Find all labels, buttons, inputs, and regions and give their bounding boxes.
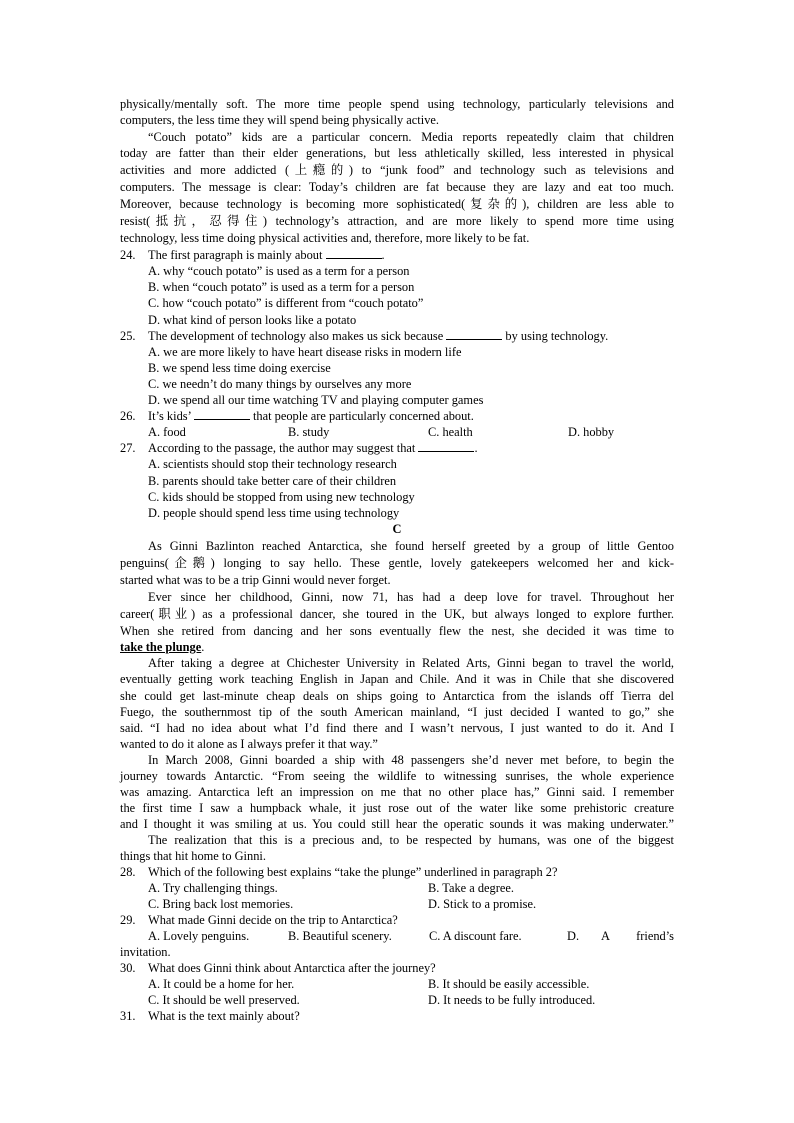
option[interactable]: B. Beautiful scenery. (288, 929, 392, 943)
option-word: A (601, 929, 610, 943)
option[interactable]: A. scientists should stop their technology research (148, 457, 397, 471)
option[interactable]: A. food (148, 425, 186, 439)
passage-line: and I thought it was smiling at us. You could still hear the operatic sounds it was making underwater.” (120, 817, 674, 831)
answer-blank[interactable] (418, 440, 474, 452)
question-27: 27. According to the passage, the author may suggest that . (120, 441, 478, 455)
question-31: 31. What is the text mainly about? (120, 1009, 300, 1023)
option[interactable]: C. health (428, 425, 473, 439)
passage-line: After taking a degree at Chichester University in Related Arts, Ginni began to travel the world, (148, 656, 674, 670)
passage-line: computers. The message is clear: Today’s children are fat because they are lazy and eat too much. (120, 180, 674, 194)
option[interactable]: C. It should be well preserved. (148, 993, 300, 1007)
answer-blank[interactable] (446, 328, 502, 340)
passage-line: take the plunge. (120, 640, 205, 654)
option[interactable]: B. It should be easily accessible. (428, 977, 590, 991)
passage-line: The realization that this is a precious and, to be respected by humans, was one of the biggest (148, 833, 674, 847)
option[interactable]: B. when “couch potato” is used as a term for a person (148, 280, 415, 294)
passage-line: “Couch potato” kids are a particular concern. Media reports repeatedly claim that children (148, 130, 674, 144)
passage-line: Moreover, because technology is becoming more sophisticated(复杂的), children are less able to (120, 197, 674, 211)
passage-line: physically/mentally soft. The more time people spend using technology, particularly televisions and (120, 97, 674, 111)
passage-line: was amazing. Antarctica left an impression on me that no other place has,” Ginni said. I remember (120, 785, 674, 799)
option[interactable]: C. how “couch potato” is different from “couch potato” (148, 296, 424, 310)
option[interactable]: A. why “couch potato” is used as a term for a person (148, 264, 410, 278)
option-row (148, 880, 674, 896)
option-row (148, 896, 674, 912)
passage-line: journey towards Antarctic. “From seeing the wildlife to witnessing sunrises, the whole experience (120, 769, 674, 783)
passage-line: the first time I saw a humpback whale, it just rose out of the water like some prehistoric creature (120, 801, 674, 815)
question-25: 25. The development of technology also makes us sick because by using technology. (120, 329, 609, 343)
answer-blank[interactable] (194, 408, 250, 420)
option[interactable]: B. parents should take better care of their children (148, 474, 397, 488)
option[interactable]: C. kids should be stopped from using new technology (148, 490, 415, 504)
passage-line: Ever since her childhood, Ginni, now 71, has had a deep love for travel. Throughout her (148, 590, 674, 604)
passage-line: started what was to be a trip Ginni would never forget. (120, 573, 391, 587)
passage-line: penguins(企鹅) longing to say hello. These gentle, lovely gatekeepers welcomed her and kick- (120, 556, 674, 570)
option[interactable]: A. It could be a home for her. (148, 977, 295, 991)
option[interactable]: A. we are more likely to have heart disease risks in modern life (148, 345, 462, 359)
option[interactable]: C. Bring back lost memories. (148, 897, 294, 911)
passage-line: career(职业) as a professional dancer, she toured in the UK, but always longed to explore further. (120, 607, 674, 621)
question-28: 28. Which of the following best explains “take the plunge” underlined in paragraph 2? (120, 865, 558, 879)
option-wrap: invitation. (120, 945, 171, 959)
passage-line: Fuego, the southernmost tip of the south American mainland, “I just decided I wanted to go,” she (120, 705, 674, 719)
question-30: 30. What does Ginni think about Antarctica after the journey? (120, 961, 436, 975)
section-heading: C (392, 522, 402, 536)
passage-line: she could get last-minute cheap deals on ships going to Antarctica from the islands off Tierra del (120, 689, 674, 703)
option[interactable]: C. we needn’t do many things by ourselves any more (148, 377, 412, 391)
option[interactable]: D. (567, 929, 580, 943)
option[interactable]: D. It needs to be fully introduced. (428, 993, 596, 1007)
underlined-phrase: take the plunge (120, 640, 202, 654)
question-24: 24. The first paragraph is mainly about . (120, 248, 385, 262)
option[interactable]: B. Take a degree. (428, 881, 514, 895)
option[interactable]: D. we spend all our time watching TV and playing computer games (148, 393, 484, 407)
option[interactable]: D. hobby (568, 425, 615, 439)
option[interactable]: C. A discount fare. (429, 929, 522, 943)
passage-line: said. “I had no idea about what I’d find there and I wasn’t nervous, I just wanted to do it. And I (120, 721, 674, 735)
passage-line: activities and more addicted (上瘾的) to “junk food” and technology such as televisions and (120, 163, 674, 177)
passage-line: eventually getting work teaching English in Japan and Chile. And it was in Chile that she discovered (120, 672, 674, 686)
question-29: 29. What made Ginni decide on the trip to Antarctica? (120, 913, 398, 927)
option[interactable]: D. people should spend less time using technology (148, 506, 400, 520)
option[interactable]: D. what kind of person looks like a potato (148, 313, 357, 327)
passage-line: technology, less time doing physical activities and, therefore, more likely to be fat. (120, 231, 530, 245)
option[interactable]: D. Stick to a promise. (428, 897, 537, 911)
passage-line: wanted to do it alone as I always prefer it that way.” (120, 737, 378, 751)
option[interactable]: B. study (288, 425, 330, 439)
option[interactable]: A. Lovely penguins. (148, 929, 250, 943)
passage-line: As Ginni Bazlinton reached Antarctica, she found herself greeted by a group of little Gentoo (148, 539, 674, 553)
answer-blank[interactable] (326, 247, 382, 259)
passage-line: In March 2008, Ginni boarded a ship with 48 passengers she’d never met before, to begin the (148, 753, 674, 767)
option-row (148, 424, 674, 440)
question-26: 26. It’s kids’ that people are particularly concerned about. (120, 409, 474, 423)
passage-line: today are fatter than their elder generations, but less athletically skilled, less interested in physical (120, 146, 674, 160)
option[interactable]: A. Try challenging things. (148, 881, 278, 895)
option-row (148, 928, 674, 944)
passage-line: resist(抵抗，忍得住) technology’s attraction, and are more likely to spend more time using (120, 214, 674, 228)
option-row (148, 976, 674, 992)
option-word: friend’s (636, 929, 674, 943)
option-row (148, 992, 674, 1008)
passage-line: things that hit home to Ginni. (120, 849, 266, 863)
option[interactable]: B. we spend less time doing exercise (148, 361, 331, 375)
passage-line: computers, the less time they will spend being physically active. (120, 113, 439, 127)
passage-line: When she retired from dancing and her sons eventually flew the nest, she decided it was time to (120, 624, 674, 638)
